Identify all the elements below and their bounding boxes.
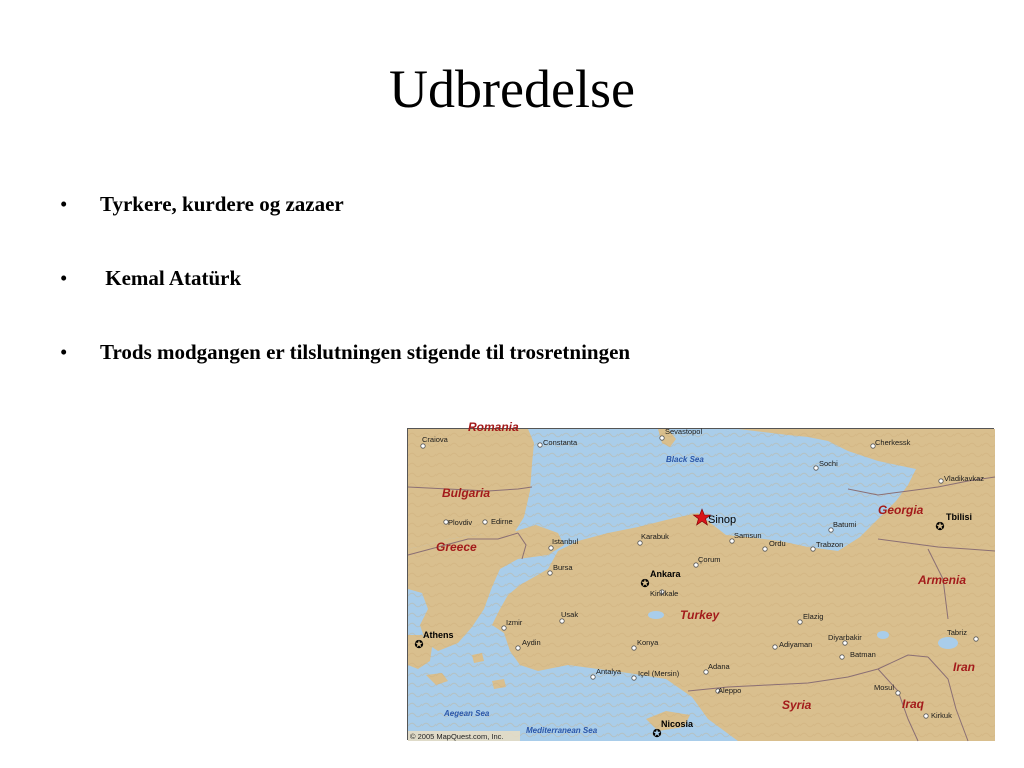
city-label: Konya bbox=[637, 638, 659, 647]
city-label: Adana bbox=[708, 662, 730, 671]
city-label-ankara: Ankara bbox=[650, 569, 681, 579]
city-label: Kirkuk bbox=[931, 711, 952, 720]
capital-star-icon: ✪ bbox=[652, 728, 662, 740]
city-label: Çorum bbox=[698, 555, 721, 564]
city-label: Tabriz bbox=[947, 628, 968, 637]
city-label: Batumi bbox=[833, 520, 857, 529]
city-label-sinop: Sinop bbox=[708, 514, 737, 526]
country-label-iraq: Iraq bbox=[902, 697, 925, 711]
city-label: Içel (Mersin) bbox=[638, 669, 680, 678]
city-label: Izmir bbox=[506, 618, 523, 627]
city-label: Kirikkale bbox=[650, 589, 679, 598]
map-canvas bbox=[408, 420, 995, 741]
slide-title: Udbredelse bbox=[389, 59, 635, 119]
country-label-greece: Greece bbox=[436, 540, 477, 554]
land-mass bbox=[408, 429, 995, 741]
city-label: Ordu bbox=[769, 539, 786, 548]
city-label: Aydin bbox=[522, 638, 541, 647]
capital-star-icon: ✪ bbox=[640, 578, 650, 590]
city-label: Elazig bbox=[803, 612, 824, 621]
city-label: Diyarbakir bbox=[828, 633, 862, 642]
city-label: Constanta bbox=[543, 438, 578, 447]
country-label-turkey: Turkey bbox=[680, 608, 720, 622]
city-label-tbilisi: Tbilisi bbox=[946, 512, 973, 522]
city-label: Aleppo bbox=[718, 686, 742, 695]
city-label: Vladikavkaz bbox=[944, 474, 985, 483]
capital-star-icon: ✪ bbox=[935, 521, 945, 533]
city-label: Batman bbox=[850, 650, 876, 659]
bullet-icon: • bbox=[60, 192, 68, 216]
city-label: Karabuk bbox=[641, 532, 669, 541]
city-label: Trabzon bbox=[816, 540, 844, 549]
city-label: Antalya bbox=[596, 667, 622, 676]
sea-label-aegean-sea: Aegean Sea bbox=[444, 709, 490, 718]
city-label: Plovdiv bbox=[448, 518, 473, 527]
bullet-text: Trods modgangen er tilslutningen stigende til trosretningen bbox=[100, 340, 631, 364]
city-label: Sochi bbox=[819, 459, 838, 468]
bullet-text: Kemal Atatürk bbox=[100, 266, 242, 290]
city-label-nicosia: Nicosia bbox=[661, 719, 694, 729]
country-label-iran: Iran bbox=[953, 660, 976, 674]
city-label: Usak bbox=[561, 610, 579, 619]
country-label-georgia: Georgia bbox=[878, 503, 924, 517]
sea-label-mediterranean: Mediterranean Sea bbox=[526, 726, 598, 735]
city-label: Edirne bbox=[491, 517, 513, 526]
city-label: Bursa bbox=[553, 563, 573, 572]
bullet-text: Tyrkere, kurdere og zazaer bbox=[100, 192, 344, 216]
city-label: Istanbul bbox=[552, 537, 579, 546]
sea-label-black-sea: Black Sea bbox=[666, 455, 704, 464]
city-label: Mosul bbox=[874, 683, 895, 692]
city-label-athens: Athens bbox=[423, 630, 454, 640]
country-label-bulgaria: Bulgaria bbox=[442, 486, 491, 500]
country-label-romania: Romania bbox=[468, 420, 519, 434]
bullet-icon: • bbox=[60, 340, 68, 364]
country-label-syria: Syria bbox=[782, 698, 812, 712]
bullet-icon: • bbox=[60, 266, 68, 290]
turkey-map bbox=[407, 420, 994, 741]
city-label: Sevastopol bbox=[665, 427, 703, 436]
map-copyright: © 2005 MapQuest.com, Inc. bbox=[410, 732, 504, 741]
city-label: Cherkessk bbox=[875, 438, 911, 447]
city-label: Adiyaman bbox=[779, 640, 813, 649]
city-label: Samsun bbox=[734, 531, 762, 540]
city-label: Craiova bbox=[422, 435, 448, 444]
capital-star-icon: ✪ bbox=[414, 639, 424, 651]
country-label-armenia: Armenia bbox=[918, 573, 967, 587]
